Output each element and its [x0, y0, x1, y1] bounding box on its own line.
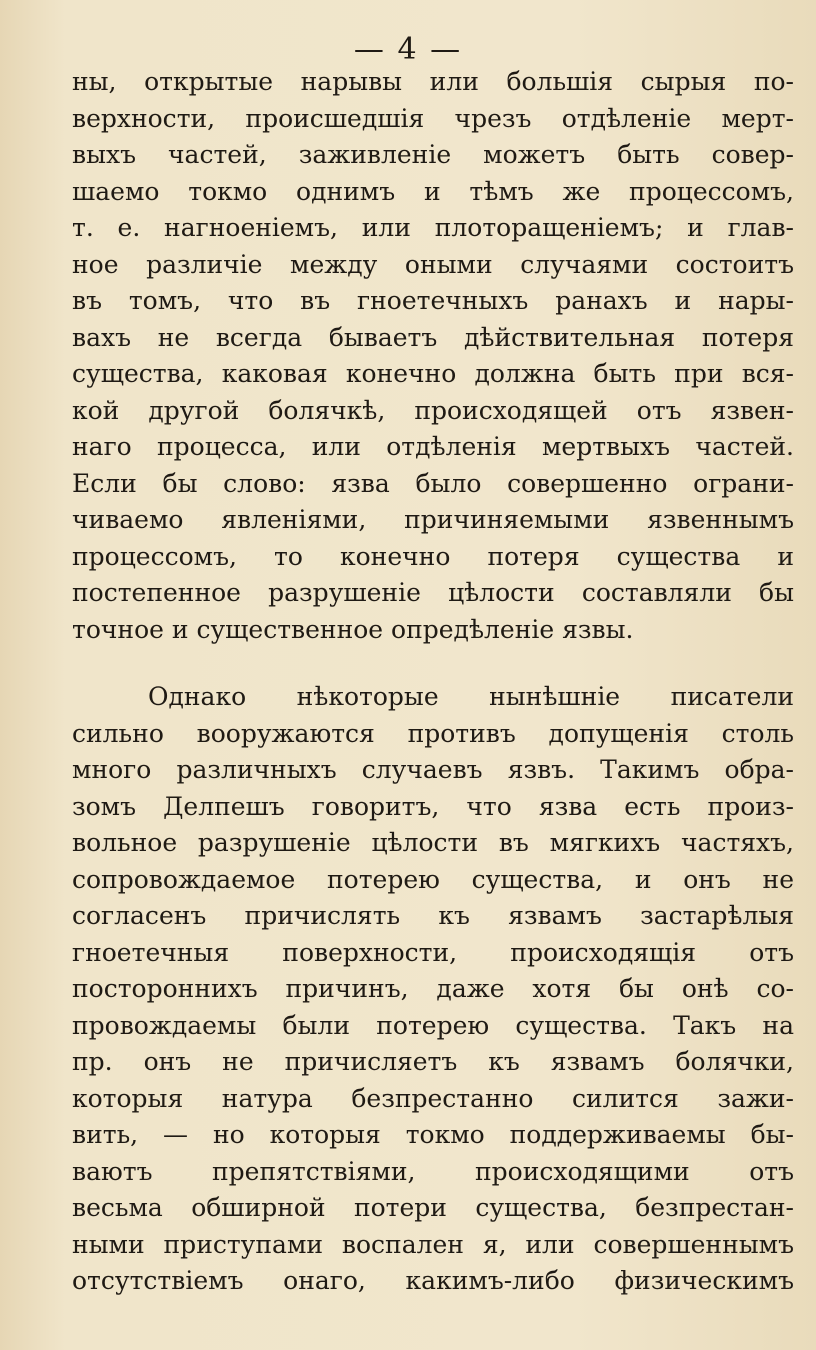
paragraph-2: [72, 679, 794, 1300]
paragraph-1: [72, 64, 794, 648]
text-line: точное и существенное опредѣленіе язвы.: [72, 614, 634, 644]
text-line: вить, — но которыя токмо поддерживаемы бы-: [72, 1120, 794, 1149]
text-line: въ томъ, что въ гноетечныхъ ранахъ и нары-: [72, 286, 794, 315]
text-line: сопровождаемое потерею существа, и онъ не: [72, 864, 794, 894]
text-line: кой другой болячкѣ, происходящей отъ язвен-: [72, 395, 794, 425]
text-line: отсутствіемъ онаго, какимъ-либо физическимъ: [72, 1266, 794, 1295]
text-line: гноетечныя поверхности, происходящія отъ: [72, 937, 794, 967]
text-line: Если бы слово: язва было совершенно ограни-: [72, 468, 794, 498]
text-line: зомъ Делпешъ говоритъ, что язва есть произ-: [72, 791, 794, 821]
text-line: шаемо токмо однимъ и тѣмъ же процессомъ,: [72, 176, 794, 206]
text-line: весьма обширной потери существа, безпрестан-: [72, 1193, 794, 1222]
text-line: т. е. нагноеніемъ, или плоторащеніемъ; и глав-: [72, 213, 794, 242]
text-line: согласенъ причислять къ язвамъ застарѣлыя: [72, 901, 794, 930]
text-line: вольное разрушеніе цѣлости въ мягкихъ частяхъ,: [72, 828, 794, 857]
text-line: выхъ частей, заживленіе можетъ быть совер-: [72, 140, 794, 169]
text-line: ны, открытые нарывы или большія сырыя по-: [72, 67, 794, 96]
page-number: — 4 —: [353, 32, 463, 67]
text-line: процессомъ, то конечно потеря существа и: [72, 541, 794, 571]
text-line: ваютъ препятствіями, происходящими отъ: [72, 1156, 794, 1186]
text-line: постепенное разрушеніе цѣлости составляли бы: [72, 578, 794, 607]
text-line: которыя натура безпрестанно силится зажи-: [72, 1083, 794, 1113]
text-line: вахъ не всегда бываетъ дѣйствительная потеря: [72, 322, 794, 352]
text-line: ное различіе между оными случаями состоитъ: [72, 249, 794, 279]
text-line: наго процесса, или отдѣленія мертвыхъ частей.: [72, 432, 794, 461]
text-line: сильно вооружаются противъ допущенія столь: [72, 718, 794, 748]
text-line: чиваемо явленіями, причиняемыми язвеннымъ: [72, 505, 794, 534]
text-line: Однако нѣкоторые нынѣшніе писатели: [148, 682, 794, 711]
text-line: пр. онъ не причисляетъ къ язвамъ болячки,: [72, 1047, 794, 1076]
text-line: постороннихъ причинъ, даже хотя бы онѣ со-: [72, 974, 794, 1003]
text-line: ными приступами воспален я, или совершеннымъ: [72, 1229, 794, 1259]
text-line: верхности, происшедшія чрезъ отдѣленіе мерт-: [72, 103, 794, 133]
text-line: существа, каковая конечно должна быть при вся-: [72, 359, 794, 388]
text-line: много различныхъ случаевъ язвъ. Такимъ обра-: [72, 755, 794, 784]
text-line: провождаемы были потерею существа. Такъ на: [72, 1010, 794, 1040]
